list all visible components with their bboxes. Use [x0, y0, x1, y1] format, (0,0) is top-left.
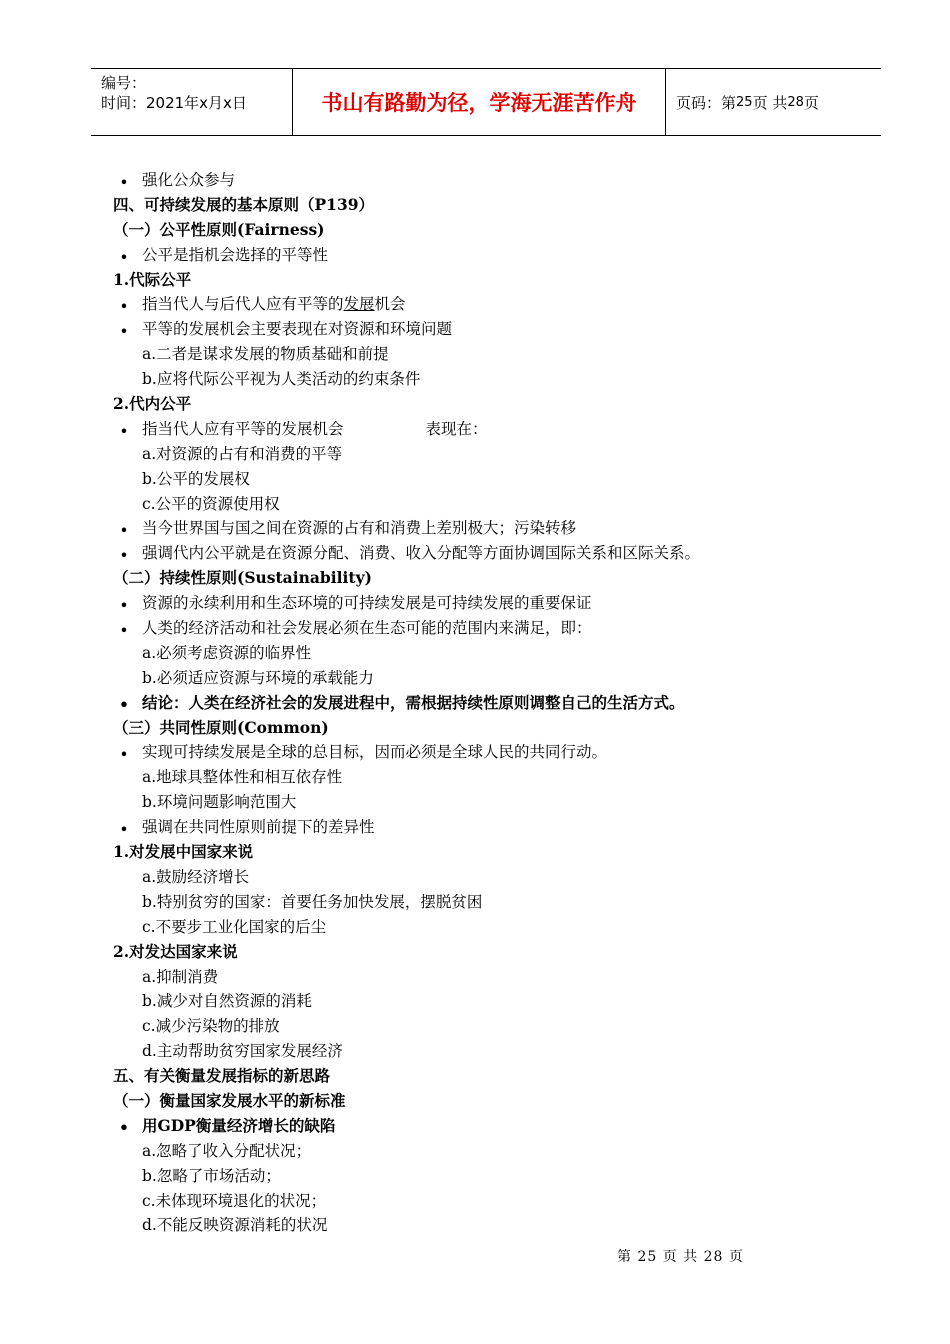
line-text: 强化公众参与 — [142, 171, 236, 189]
line-text: 人类的经济活动和社会发展必须在生态可能的范围内来满足，即： — [142, 619, 592, 638]
line-text: 四、可持续发展的基本原则（P139） — [113, 194, 375, 214]
line-text: c.减少污染物的排放 — [142, 1017, 280, 1036]
section-heading — [0, 392, 950, 417]
line-text: a.抑制消费 — [142, 967, 219, 986]
text-line — [0, 1039, 950, 1064]
footer-suffix: 页 — [728, 1249, 744, 1265]
line-text: 指当代人与后代人应有平等的 — [142, 295, 344, 314]
section-heading — [0, 193, 950, 218]
line-text: b.必须适应资源与环境的承载能力 — [142, 668, 374, 687]
bullet-item — [0, 516, 950, 541]
line-text: b.特别贫穷的国家：首要任务加快发展，摆脱贫困 — [142, 892, 483, 911]
bullet-icon: • — [119, 597, 129, 616]
text-line — [0, 989, 950, 1014]
text-line — [0, 790, 950, 815]
line-text: 公平是指机会选择的平等性 — [142, 245, 329, 264]
bullet-item — [0, 691, 950, 716]
bullet-item — [0, 417, 950, 442]
bullet-item — [0, 740, 950, 765]
header-page-total: 28 — [787, 94, 804, 110]
text-line — [0, 1014, 950, 1039]
bullet-icon: • — [119, 248, 129, 267]
line-text: c.未体现环境退化的状况； — [142, 1191, 327, 1210]
text-line — [0, 865, 950, 890]
bullet-item — [0, 541, 950, 566]
line-text: a.必须考虑资源的临界性 — [142, 643, 312, 662]
document-time-label: 时间：2021年x月x日 — [101, 94, 247, 112]
line-text: 当今世界国与国之间在资源的占有和消费上差别极大；污染转移 — [142, 519, 577, 538]
bullet-icon: • — [119, 298, 129, 317]
page-header — [91, 68, 881, 136]
line-text: 2.对发达国家来说 — [113, 941, 238, 961]
line-text: a.对资源的占有和消费的平等 — [142, 444, 343, 463]
line-text: 1.对发展中国家来说 — [113, 842, 254, 862]
text-line — [0, 765, 950, 790]
line-text: a.二者是谋求发展的物质基础和前提 — [142, 345, 389, 364]
footer-current: 25 — [637, 1249, 658, 1265]
line-text: b.减少对自然资源的消耗 — [142, 992, 312, 1011]
section-heading — [0, 268, 950, 293]
bullet-item — [0, 317, 950, 342]
line-text: 结论：人类在经济社会的发展进程中，需根据持续性原则调整自己的生活方式。 — [142, 692, 685, 712]
bullet-icon: • — [119, 1117, 129, 1137]
line-text: 强调在共同性原则前提下的差异性 — [142, 818, 375, 837]
line-text: a.忽略了收入分配状况； — [142, 1141, 312, 1160]
text-line — [0, 1139, 950, 1164]
bullet-icon: • — [119, 821, 129, 840]
bullet-icon: • — [119, 547, 129, 566]
line-text: c.不要步工业化国家的后尘 — [142, 917, 327, 936]
text-line — [0, 890, 950, 915]
line-text: a.地球具整体性和相互依存性 — [142, 768, 343, 787]
section-heading — [0, 566, 950, 591]
bullet-item — [0, 168, 950, 193]
bullet-item — [0, 616, 950, 641]
section-heading — [0, 1089, 950, 1114]
line-text: 2.代内公平 — [113, 394, 192, 414]
section-heading — [0, 218, 950, 243]
bullet-icon: • — [119, 694, 129, 714]
line-text: （一）公平性原则(Fairness) — [113, 219, 325, 239]
line-text: b.公平的发展权 — [142, 469, 250, 488]
text-line — [0, 965, 950, 990]
line-text: 机会 — [374, 295, 406, 314]
line-text: c.公平的资源使用权 — [142, 494, 280, 513]
bullet-icon: • — [119, 622, 129, 641]
line-text: d.主动帮助贫穷国家发展经济 — [142, 1042, 343, 1061]
bullet-item — [0, 591, 950, 616]
text-line — [0, 342, 950, 367]
header-page-current: 25 — [736, 94, 753, 110]
line-text: 强调代内公平就是在资源分配、消费、收入分配等方面协调国际关系和区际关系。 — [142, 544, 701, 563]
footer-mid: 页 共 — [662, 1249, 699, 1265]
line-text: 表现在： — [425, 419, 488, 438]
line-text: 指当代人应有平等的发展机会 — [142, 419, 344, 438]
bullet-icon: • — [119, 422, 129, 441]
bullet-icon: • — [119, 174, 129, 192]
section-heading — [0, 940, 950, 965]
footer-prefix: 第 — [617, 1249, 632, 1265]
bullet-item — [0, 292, 950, 317]
text-line — [0, 915, 950, 940]
document-body — [0, 168, 950, 1238]
line-text: （三）共同性原则(Common) — [113, 717, 329, 737]
line-text: 用GDP衡量经济增长的缺陷 — [142, 1115, 336, 1135]
text-line — [0, 492, 950, 517]
line-text: b.忽略了市场活动； — [142, 1166, 281, 1185]
line-text: 平等的发展机会主要表现在对资源和环境问题 — [142, 320, 453, 339]
text-line — [0, 442, 950, 467]
bullet-icon: • — [119, 323, 129, 342]
text-line — [0, 1164, 950, 1189]
line-text: （二）持续性原则(Sustainability) — [113, 568, 372, 588]
bullet-icon: • — [119, 522, 129, 541]
page-footer — [0, 1246, 950, 1266]
line-text: a.鼓励经济增长 — [142, 867, 250, 886]
line-text: 发展 — [343, 295, 375, 314]
bullet-item — [0, 243, 950, 268]
section-heading — [0, 840, 950, 865]
header-motto: 书山有路勤为径，学海无涯苦作舟 — [293, 69, 666, 135]
text-line — [0, 641, 950, 666]
section-heading — [0, 1064, 950, 1089]
bullet-icon: • — [119, 746, 129, 765]
line-text: 五、有关衡量发展指标的新思路 — [113, 1066, 331, 1086]
footer-total: 28 — [703, 1249, 724, 1265]
line-text: b.环境问题影响范围大 — [142, 793, 297, 812]
text-line — [0, 1189, 950, 1214]
line-text: 资源的永续利用和生态环境的可持续发展是可持续发展的重要保证 — [142, 594, 592, 613]
line-text: 实现可持续发展是全球的总目标，因而必须是全球人民的共同行动。 — [142, 743, 608, 762]
header-page-info — [666, 69, 881, 135]
header-page-suffix: 页 — [803, 93, 819, 112]
document-number-label: 编号： — [101, 74, 147, 92]
header-page-prefix: 页码：第 — [676, 93, 737, 112]
header-info-cell — [91, 69, 293, 135]
line-text: b.应将代际公平视为人类活动的约束条件 — [142, 370, 421, 389]
header-page-mid: 页 共 — [752, 93, 788, 112]
text-line — [0, 467, 950, 492]
text-line — [0, 367, 950, 392]
section-heading — [0, 716, 950, 741]
bullet-item — [0, 1114, 950, 1139]
line-text: （一）衡量国家发展水平的新标准 — [113, 1090, 346, 1110]
line-text: 1.代际公平 — [113, 269, 192, 289]
line-text: d.不能反映资源消耗的状况 — [142, 1216, 328, 1235]
bullet-item — [0, 815, 950, 840]
text-line — [0, 666, 950, 691]
text-line — [0, 1213, 950, 1238]
